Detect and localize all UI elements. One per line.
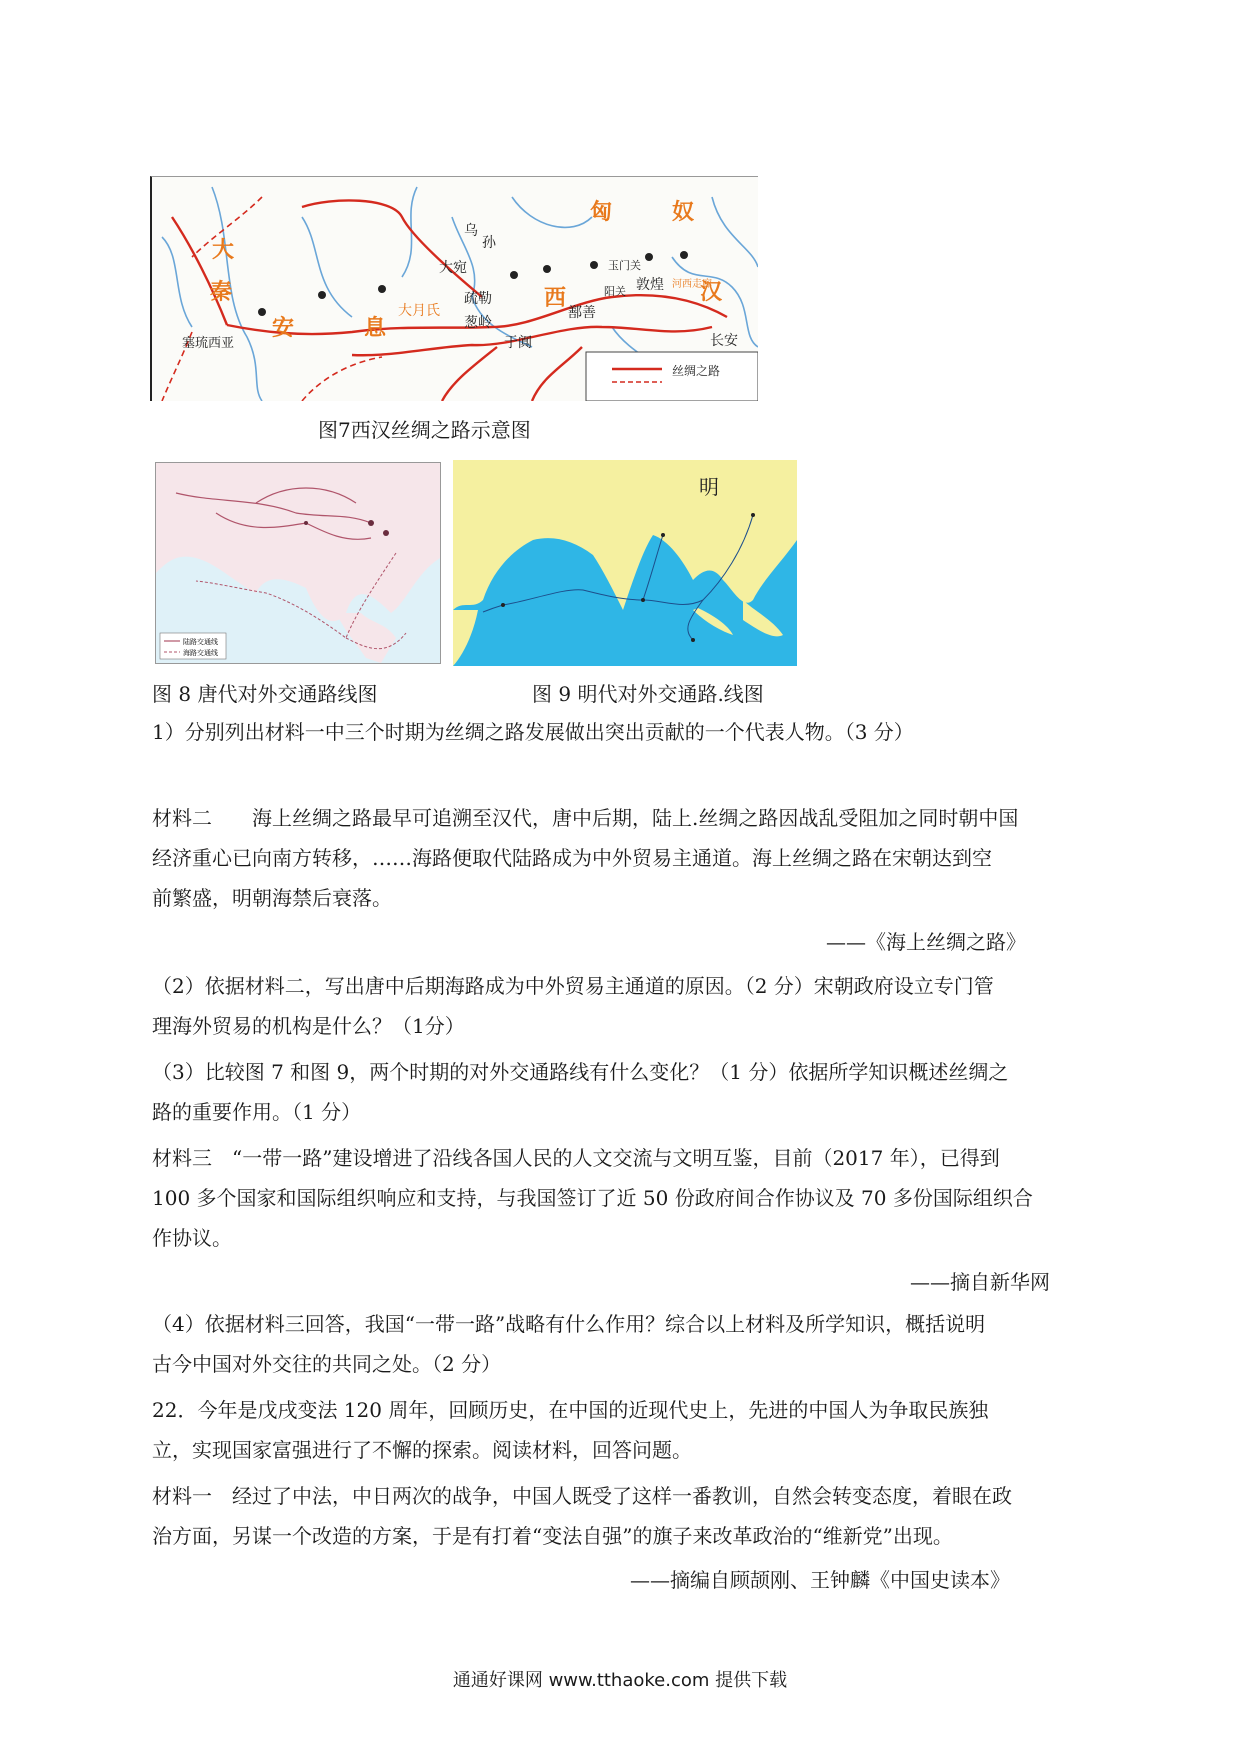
svg-text:鄯善: 鄯善: [568, 305, 596, 321]
material-3-line-1: 材料三 “一带一路”建设增进了沿线各国人民的人文交流与文明互鉴，目前（2017 年），已得到: [152, 1146, 1000, 1170]
svg-text:西: 西: [544, 286, 567, 311]
question-4-line-2: 古今中国对外交往的共同之处。（2 分）: [152, 1352, 502, 1376]
material-3-source: ——摘自新华网: [910, 1270, 1050, 1294]
material-3-line-3: 作协议。: [152, 1226, 232, 1250]
figure-8-map: [155, 462, 441, 664]
question-1: 1）分别列出材料一中三个时期为丝绸之路发展做出突出贡献的一个代表人物。（3 分）: [152, 720, 914, 744]
svg-text:玉门关: 玉门关: [608, 259, 641, 272]
svg-text:长安: 长安: [710, 333, 738, 349]
question-22-line-1: 22．今年是戊戌变法 120 周年，回顾历史，在中国的近现代史上，先进的中国人为争取民族独: [152, 1398, 989, 1422]
svg-text:敦煌: 敦煌: [636, 277, 664, 293]
svg-text:大宛: 大宛: [439, 260, 467, 276]
material-1-line-2: 治方面，另谋一个改造的方案，于是有打着“变法自强”的旗子来改革政治的“维新党”出现。: [152, 1524, 953, 1548]
svg-text:秦: 秦: [210, 280, 233, 305]
svg-text:塞琉西亚: 塞琉西亚: [182, 336, 235, 351]
svg-text:丝绸之路: 丝绸之路: [672, 364, 721, 378]
question-4-line-1: （4）依据材料三回答，我国“一带一路”战略有什么作用？综合以上材料及所学知识，概括说明: [152, 1312, 986, 1336]
svg-text:大月氏: 大月氏: [398, 303, 440, 319]
svg-text:息: 息: [364, 316, 387, 341]
material-2-source: ——《海上丝绸之路》: [826, 930, 1026, 954]
figure-9-map: [453, 460, 797, 666]
svg-text:安: 安: [272, 316, 295, 341]
svg-text:奴: 奴: [672, 200, 695, 225]
material-2-line-3: 前繁盛，明朝海禁后衰落。: [152, 886, 392, 910]
figure-7-caption: 图7西汉丝绸之路示意图: [318, 418, 531, 442]
page-footer: 通通好课网 www.tthaoke.com 提供下载: [452, 1670, 788, 1691]
question-2-line-2: 理海外贸易的机构是什么？（1分）: [152, 1014, 465, 1038]
svg-text:孙: 孙: [482, 235, 496, 251]
figure-7-map: [150, 176, 758, 401]
svg-text:大: 大: [212, 238, 235, 263]
material-1-source: ——摘编自顾颉刚、王钟麟《中国史读本》: [630, 1568, 1010, 1592]
material-2-line-1: 材料二 海上丝绸之路最早可追溯至汉代，唐中后期，陆上.丝绸之路因战乱受阻加之同时朝中国: [152, 806, 1019, 830]
fig8-legend-land: 陆路交通线: [183, 638, 218, 646]
svg-text:汉: 汉: [700, 280, 723, 305]
figure-9-caption: 图 9 明代对外交通路.线图: [532, 682, 764, 706]
svg-text:疏勒: 疏勒: [464, 291, 492, 307]
svg-text:于阗: 于阗: [504, 335, 532, 351]
material-2-line-2: 经济重心已向南方转移，……海路便取代陆路成为中外贸易主通道。海上丝绸之路在宋朝达到空: [152, 846, 992, 870]
svg-text:阳关: 阳关: [604, 285, 626, 298]
question-3-line-2: 路的重要作用。（1 分）: [152, 1100, 362, 1124]
fig9-region-label: 明: [699, 475, 719, 499]
question-3-line-1: （3）比较图 7 和图 9，两个时期的对外交通路线有什么变化？（1 分）依据所学知识概述丝绸之: [152, 1060, 1009, 1084]
figure-8-caption: 图 8 唐代对外交通路线图: [152, 682, 378, 706]
svg-text:匈: 匈: [590, 200, 613, 225]
material-3-line-2: 100 多个国家和国际组织响应和支持，与我国签订了近 50 份政府间合作协议及 70 多份国际组织合: [152, 1186, 1033, 1210]
fig8-legend-sea: 海路交通线: [183, 649, 218, 657]
question-2-line-1: （2）依据材料二，写出唐中后期海路成为中外贸易主通道的原因。（2 分）宋朝政府设立专门管: [152, 974, 994, 998]
material-1-line-1: 材料一 经过了中法，中日两次的战争，中国人既受了这样一番教训，自然会转变态度，着眼在政: [152, 1484, 1012, 1508]
svg-text:河西走廊: 河西走廊: [672, 279, 712, 290]
svg-text:乌: 乌: [464, 223, 478, 239]
question-22-line-2: 立，实现国家富强进行了不懈的探索。阅读材料，回答问题。: [152, 1438, 692, 1462]
svg-text:葱岭: 葱岭: [464, 315, 492, 331]
